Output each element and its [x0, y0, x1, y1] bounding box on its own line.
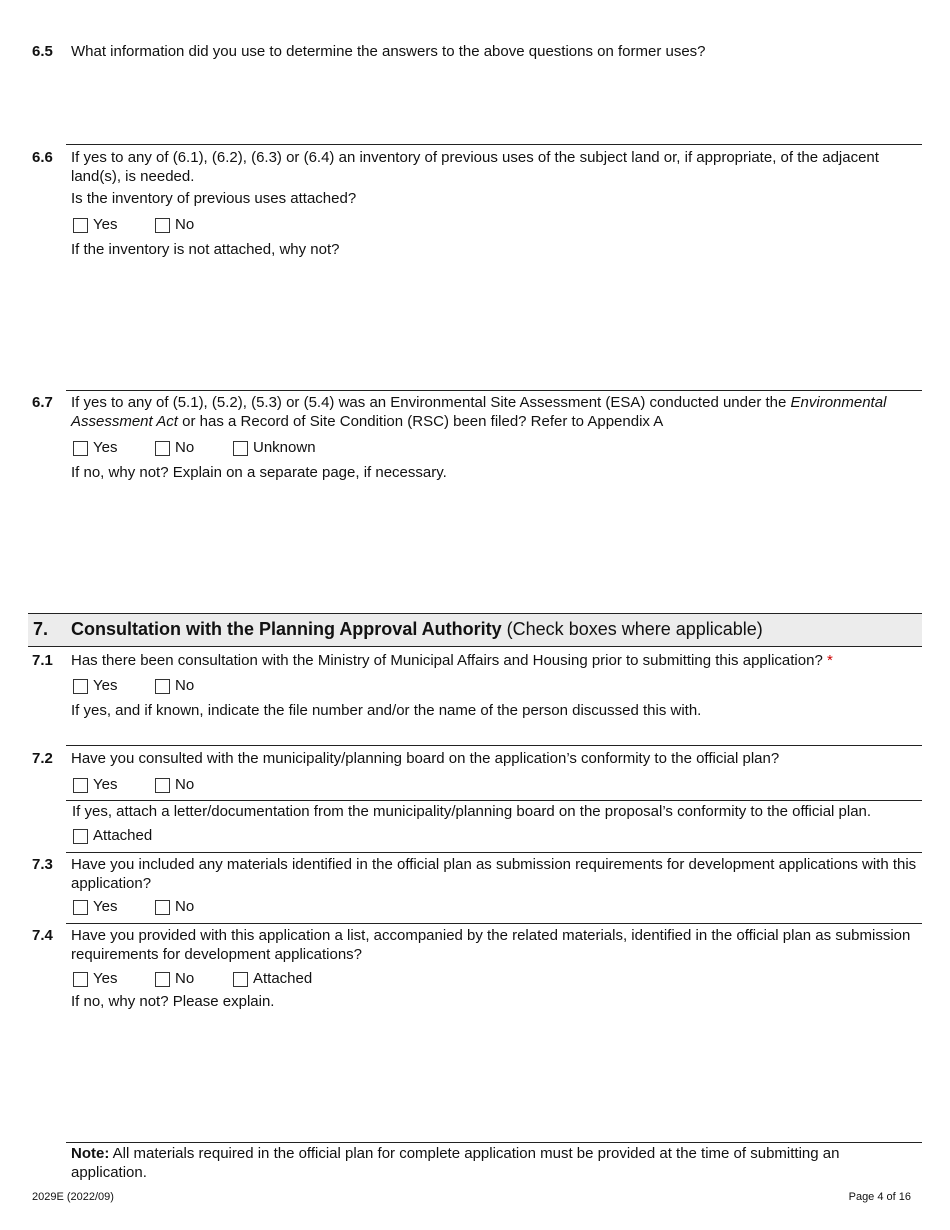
checkbox-7-3-yes[interactable] [73, 900, 88, 915]
question-7-2-follow-up: If yes, attach a letter/documentation from the municipality/planning board on the proposal’s conformity to the official plan. [72, 803, 872, 820]
section-title-bold: Consultation with the Planning Approval Authority [71, 619, 502, 639]
option-7-3-yes[interactable] [73, 898, 117, 916]
divider [66, 390, 922, 391]
divider [66, 923, 922, 924]
checkbox-7-2-attached[interactable] [73, 829, 88, 844]
divider [66, 800, 922, 801]
divider [66, 852, 922, 853]
required-marker: * [826, 652, 833, 669]
option-label: Yes [93, 776, 118, 793]
page-number: Page 4 of 16 [848, 1191, 911, 1203]
option-7-2-yes[interactable] [73, 776, 117, 794]
option-label: No [175, 970, 195, 987]
option-7-4-yes[interactable] [73, 970, 117, 988]
section-7-number: 7. [33, 619, 49, 639]
checkbox-6-7-no[interactable] [155, 441, 170, 456]
question-6-6-text: If yes to any of (6.1), (6.2), (6.3) or (6.4) an inventory of previous uses of the subject land or, if appropriate, of the adjacent land(s), is needed. [71, 149, 879, 185]
option-6-7-no[interactable] [155, 439, 194, 457]
note-text: All materials required in the official plan for complete application must be provided at the time of submitting an application. [71, 1145, 840, 1181]
option-6-7-unknown[interactable] [233, 439, 316, 457]
question-7-4-follow-up: If no, why not? Please explain. [71, 993, 275, 1010]
checkbox-6-7-yes[interactable] [73, 441, 88, 456]
text-part: If yes to any of (5.1), (5.2), (5.3) or (5.4) was an Environmental Site Assessment (ESA) conducted under the [71, 394, 787, 411]
text-part: or has a Record of Site Condition (RSC) been filed? Refer to Appendix A [182, 412, 664, 430]
question-7-4-text: Have you provided with this application a list, accompanied by the related materials, identified in the official plan as submission requirements for development applications? [71, 927, 911, 963]
option-label: Attached [93, 827, 153, 844]
answer-6-5-field[interactable] [71, 64, 919, 140]
question-6-6-subquestion: Is the inventory of previous uses attached? [71, 190, 357, 207]
question-number-7-2: 7.2 [32, 750, 53, 767]
question-number-6-6: 6.6 [32, 149, 53, 166]
question-number-6-5: 6.5 [32, 43, 53, 60]
option-label: Attached [253, 970, 313, 987]
option-6-7-yes[interactable] [73, 439, 117, 457]
checkbox-7-2-no[interactable] [155, 778, 170, 793]
form-id: 2029E (2022/09) [32, 1191, 114, 1203]
checkbox-7-4-attached[interactable] [233, 972, 248, 987]
divider [66, 144, 922, 145]
question-7-3-text: Have you included any materials identified in the official plan as submission requirements for development applications with this application? [71, 856, 917, 892]
divider [66, 745, 922, 746]
question-7-2-text: Have you consulted with the municipality/planning board on the application’s conformity to the official plan? [71, 750, 780, 767]
option-label: No [175, 677, 195, 694]
option-label: Yes [93, 898, 118, 915]
question-number-7-4: 7.4 [32, 927, 53, 944]
option-label: No [175, 439, 195, 456]
section-subtitle: (Check boxes where applicable) [506, 619, 763, 639]
checkbox-7-1-yes[interactable] [73, 679, 88, 694]
question-number-7-1: 7.1 [32, 652, 53, 669]
note [71, 1145, 919, 1182]
checkbox-6-6-no[interactable] [155, 218, 170, 233]
option-7-1-yes[interactable] [73, 677, 117, 695]
option-label: Yes [93, 677, 118, 694]
section-7-title [71, 619, 763, 640]
checkbox-7-1-no[interactable] [155, 679, 170, 694]
option-label: No [175, 776, 195, 793]
text-part: Has there been consultation with the Ministry of Municipal Affairs and Housing prior to submitting this application? [71, 652, 823, 669]
question-6-6-follow-up: If the inventory is not attached, why not? [71, 241, 340, 258]
divider [66, 1142, 922, 1143]
checkbox-7-2-yes[interactable] [73, 778, 88, 793]
option-6-6-yes[interactable] [73, 216, 117, 234]
option-label: Unknown [253, 439, 316, 456]
question-7-1-text [71, 652, 919, 671]
question-number-6-7: 6.7 [32, 394, 53, 411]
option-7-2-no[interactable] [155, 776, 194, 794]
option-7-4-no[interactable] [155, 970, 194, 988]
question-number-7-3: 7.3 [32, 856, 53, 873]
option-label: Yes [93, 439, 118, 456]
question-6-5-text: What information did you use to determine the answers to the above questions on former uses? [71, 43, 706, 60]
checkbox-6-7-unknown[interactable] [233, 441, 248, 456]
checkbox-7-4-no[interactable] [155, 972, 170, 987]
checkbox-7-4-yes[interactable] [73, 972, 88, 987]
checkbox-7-3-no[interactable] [155, 900, 170, 915]
option-7-3-no[interactable] [155, 898, 194, 916]
note-label: Note: [71, 1145, 110, 1162]
question-6-7-text [71, 394, 919, 431]
checkbox-6-6-yes[interactable] [73, 218, 88, 233]
option-7-2-attached[interactable] [73, 827, 152, 845]
answer-6-7-field[interactable] [71, 486, 919, 608]
option-7-4-attached[interactable] [233, 970, 312, 988]
option-label: No [175, 216, 195, 233]
option-7-1-no[interactable] [155, 677, 194, 695]
option-label: Yes [93, 216, 118, 233]
question-7-1-follow-up: If yes, and if known, indicate the file number and/or the name of the person discussed this with. [71, 702, 702, 719]
question-6-7-follow-up: If no, why not? Explain on a separate page, if necessary. [71, 464, 447, 481]
option-label: No [175, 898, 195, 915]
answer-7-4-field[interactable] [71, 1015, 919, 1137]
act-name: Environmental Assessment Act [71, 394, 887, 430]
option-label: Yes [93, 970, 118, 987]
option-6-6-no[interactable] [155, 216, 194, 234]
answer-7-1-field[interactable] [71, 722, 919, 742]
answer-6-6-field[interactable] [71, 262, 919, 386]
